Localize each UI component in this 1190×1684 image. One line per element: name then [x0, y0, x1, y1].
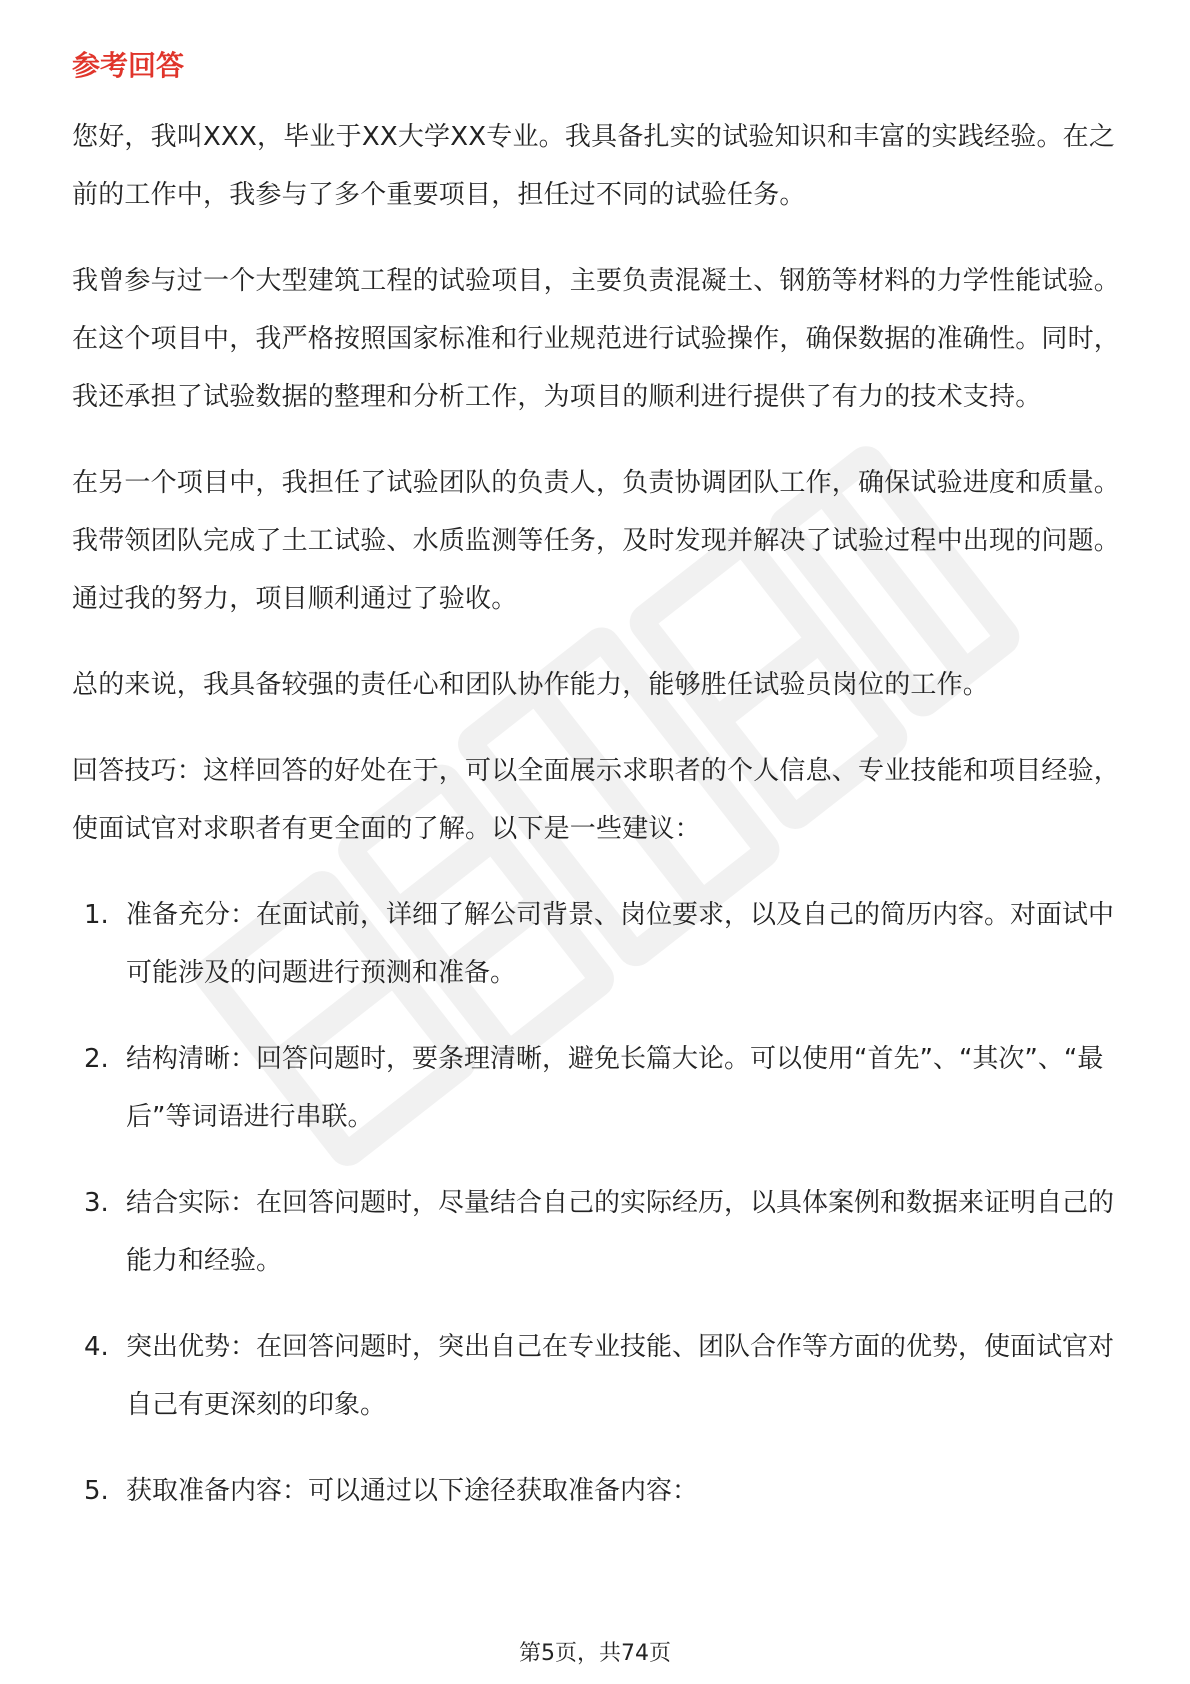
list-item: [72, 886, 1122, 1002]
paragraph-project-two: 在另一个项目中，我担任了试验团队的负责人，负责协调团队工作，确保试验进度和质量。我带领团队完成了土工试验、水质监测等任务，及时发现并解决了试验过程中出现的问题。通过我的努力，项目顺利通过了验收。: [72, 468, 1121, 614]
list-item-text: 突出优势：在回答问题时，突出自己在专业技能、团队合作等方面的优势，使面试官对自己有更深刻的印象。: [126, 1332, 1115, 1420]
paragraph-summary: 总的来说，我具备较强的责任心和团队协作能力，能够胜任试验员岗位的工作。: [72, 670, 990, 700]
list-item: [72, 1030, 1122, 1146]
list-item: [72, 1318, 1122, 1434]
list-item-number: 2.: [84, 1044, 109, 1074]
section-title: 参考回答: [72, 49, 185, 82]
list-item-text: 结合实际：在回答问题时，尽量结合自己的实际经历，以具体案例和数据来证明自己的能力和经验。: [126, 1188, 1115, 1276]
list-item-text: 准备充分：在面试前，详细了解公司背景、岗位要求，以及自己的简历内容。对面试中可能涉及的问题进行预测和准备。: [126, 900, 1115, 988]
document-body: [72, 46, 1122, 1548]
list-item: [72, 1462, 1122, 1520]
tips-list: [72, 886, 1122, 1520]
list-item-number: 4.: [84, 1332, 109, 1362]
paragraph-project-one: 我曾参与过一个大型建筑工程的试验项目，主要负责混凝土、钢筋等材料的力学性能试验。在这个项目中，我严格按照国家标准和行业规范进行试验操作，确保数据的准确性。同时，我还承担了试验数据的整理和分析工作，为项目的顺利进行提供了有力的技术支持。: [72, 266, 1121, 412]
list-item-number: 1.: [84, 900, 109, 930]
list-item-text: 获取准备内容：可以通过以下途径获取准备内容：: [126, 1476, 699, 1506]
list-item-text: 结构清晰：回答问题时，要条理清晰，避免长篇大论。可以使用“首先”、“其次”、“最后”等词语进行串联。: [126, 1044, 1104, 1132]
paragraph-tips-intro: 回答技巧：这样回答的好处在于，可以全面展示求职者的个人信息、专业技能和项目经验，使面试官对求职者有更全面的了解。以下是一些建议：: [72, 756, 1121, 844]
paragraph-intro: 您好，我叫XXX，毕业于XX大学XX专业。我具备扎实的试验知识和丰富的实践经验。在之前的工作中，我参与了多个重要项目，担任过不同的试验任务。: [72, 122, 1116, 210]
list-item-number: 3.: [84, 1188, 109, 1218]
list-item: [72, 1174, 1122, 1290]
list-item-number: 5.: [84, 1476, 109, 1506]
page-number: 第5页，共74页: [519, 1641, 671, 1666]
